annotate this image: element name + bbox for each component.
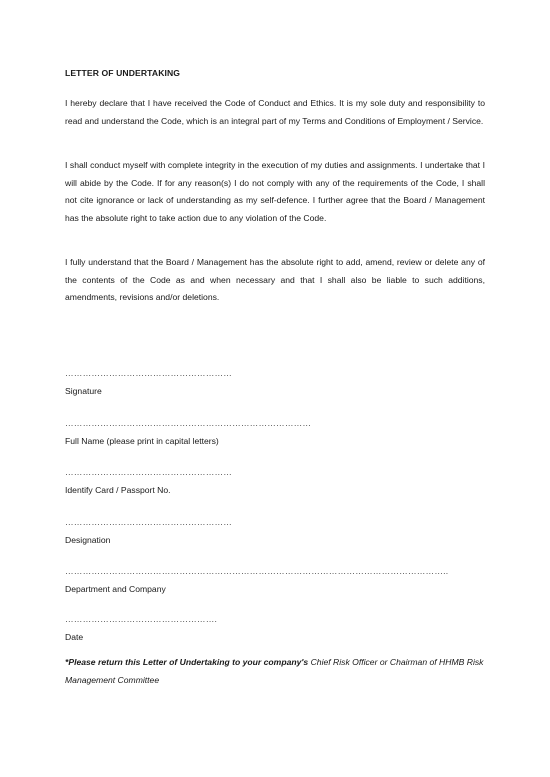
full-name-line[interactable]: ………………………………………………………………………… xyxy=(65,418,312,428)
id-card-field xyxy=(65,467,232,496)
designation-field xyxy=(65,517,232,546)
paragraph-conduct: I shall conduct myself with complete integrity in the execution of my duties and assignments. I undertake that I will abide by the Code. If for any reason(s) I do not comply with any of the requirements of the Code, I shall not cite ignorance or lack of understanding as my self-defence. I further agree that the Board / Management has the absolute right to take action due to any violation of the Code. xyxy=(65,160,485,223)
signature-line[interactable]: ………………………………………………… xyxy=(65,368,233,378)
id-card-label: Identify Card / Passport No. xyxy=(65,485,171,495)
full-name-label: Full Name (please print in capital letters) xyxy=(65,436,219,446)
signature-label: Signature xyxy=(65,386,102,396)
department-line[interactable]: ………………………………………………………………………………………………………………….. xyxy=(65,566,449,576)
designation-line[interactable]: ………………………………………………… xyxy=(65,517,233,527)
id-card-line[interactable]: ………………………………………………… xyxy=(65,467,233,477)
return-instructions-note xyxy=(65,654,490,689)
date-label: Date xyxy=(65,632,84,642)
full-name-field xyxy=(65,418,311,447)
paragraph-rights: I fully understand that the Board / Management has the absolute right to add, amend, review or delete any of the contents of the Code as and when necessary and that I shall also be liable to such additions, amendments, revisions and/or deletions. xyxy=(65,257,485,302)
date-field xyxy=(65,614,217,643)
note-emphasis: *Please return this Letter of Undertaking to your company's xyxy=(65,657,309,667)
department-label: Department and Company xyxy=(65,584,166,594)
date-line[interactable]: ……………………………………………. xyxy=(65,614,218,624)
signature-field xyxy=(65,368,232,397)
department-field xyxy=(65,566,448,595)
designation-label: Designation xyxy=(65,535,111,545)
paragraph-declaration: I hereby declare that I have received the Code of Conduct and Ethics. It is my sole duty and responsibility to read and understand the Code, which is an integral part of my Terms and Conditions of Employment / Service. xyxy=(65,98,485,126)
document-title: LETTER OF UNDERTAKING xyxy=(65,68,181,78)
note-recipient: Chief Risk Officer or Chairman of HHMB Risk Management Committee xyxy=(65,657,484,685)
